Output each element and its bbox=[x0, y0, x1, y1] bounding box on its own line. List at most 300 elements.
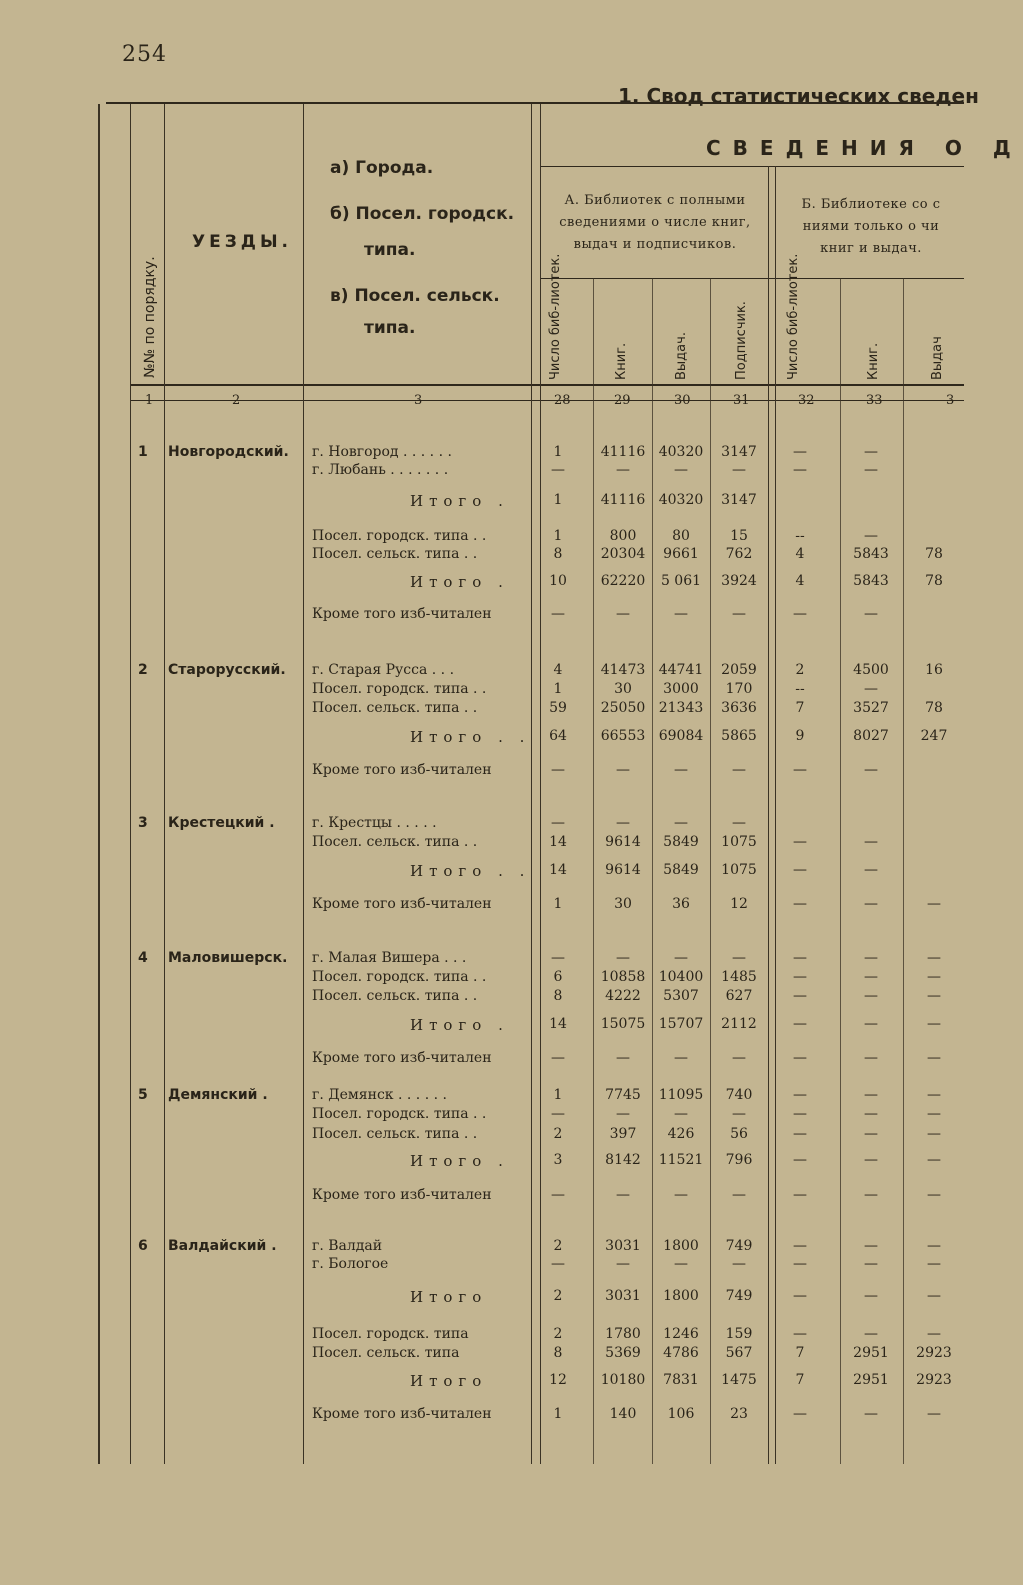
cell-col-2: 426 bbox=[667, 1126, 695, 1142]
total-label: Итого bbox=[410, 1372, 488, 1390]
sub-header-a-subscribers: Подписчик. bbox=[734, 301, 749, 380]
cell-col-5: — bbox=[864, 1326, 878, 1342]
row-label: г. Валдай bbox=[312, 1238, 383, 1254]
cell-col-2: 7831 bbox=[663, 1372, 699, 1388]
cell-col-3: — bbox=[732, 462, 746, 478]
cell-col-5: — bbox=[864, 462, 878, 478]
cell-col-3: 5865 bbox=[721, 728, 757, 744]
cell-col-0: 8 bbox=[553, 1345, 563, 1361]
cell-col-2: 5849 bbox=[663, 862, 699, 878]
cell-col-3: 56 bbox=[730, 1126, 748, 1142]
cell-col-4: 2 bbox=[795, 662, 805, 678]
cell-col-0: 2 bbox=[553, 1126, 563, 1142]
cell-col-1: 41473 bbox=[600, 662, 646, 678]
total-label: Итого . bbox=[410, 1016, 509, 1034]
row-label: г. Малая Вишера . . . bbox=[312, 950, 467, 966]
cell-col-1: 8142 bbox=[605, 1152, 641, 1168]
cell-col-2: 40320 bbox=[658, 492, 704, 508]
col-divider-12 bbox=[903, 278, 904, 1464]
cell-col-0: 1 bbox=[553, 896, 563, 912]
cell-col-3: — bbox=[732, 950, 746, 966]
cell-col-5: 8027 bbox=[853, 728, 889, 744]
cell-col-2: 69084 bbox=[658, 728, 704, 744]
cell-col-1: 62220 bbox=[600, 573, 646, 589]
colnum-29: 29 bbox=[614, 393, 631, 408]
cell-col-4: — bbox=[793, 862, 807, 878]
cell-col-2: — bbox=[674, 762, 688, 778]
cell-col-6: — bbox=[927, 969, 941, 985]
top-rule bbox=[106, 102, 964, 104]
cell-col-5: — bbox=[864, 1187, 878, 1203]
cell-col-5: — bbox=[864, 1256, 878, 1272]
cell-col-6: — bbox=[927, 1238, 941, 1254]
cell-col-0: 2 bbox=[553, 1238, 563, 1254]
sub-header-b-count: Число биб-лиотек. bbox=[786, 253, 801, 380]
cell-col-3: 1075 bbox=[721, 862, 757, 878]
cell-col-0: 10 bbox=[549, 573, 567, 589]
cell-col-5: — bbox=[864, 862, 878, 878]
cell-col-3: 1485 bbox=[721, 969, 757, 985]
cell-col-1: 30 bbox=[614, 681, 632, 697]
cell-col-5: — bbox=[864, 1050, 878, 1066]
colnum-3: 3 bbox=[414, 393, 423, 408]
cell-col-1: — bbox=[616, 462, 630, 478]
cell-col-1: — bbox=[616, 815, 630, 831]
cell-col-2: — bbox=[674, 606, 688, 622]
total-label: Итого bbox=[410, 1288, 488, 1306]
colnum-31: 31 bbox=[733, 393, 750, 408]
cell-col-3: 1475 bbox=[721, 1372, 757, 1388]
cell-col-4: 7 bbox=[795, 1372, 805, 1388]
cell-col-1: — bbox=[616, 1050, 630, 1066]
cell-col-5: — bbox=[864, 444, 878, 460]
cell-col-2: 1246 bbox=[663, 1326, 699, 1342]
cell-col-6: — bbox=[927, 1050, 941, 1066]
cell-col-0: 64 bbox=[549, 728, 567, 744]
cell-col-2: — bbox=[674, 815, 688, 831]
cell-col-2: 10400 bbox=[658, 969, 704, 985]
cell-col-0: 12 bbox=[549, 1372, 567, 1388]
colnum-34: 3 bbox=[946, 393, 955, 408]
cell-col-3: — bbox=[732, 606, 746, 622]
cell-col-5: — bbox=[864, 681, 878, 697]
cell-col-2: — bbox=[674, 950, 688, 966]
cell-col-4: — bbox=[793, 606, 807, 622]
sub-header-a-books: Книг. bbox=[614, 342, 629, 380]
total-label: Итого . . bbox=[410, 862, 531, 880]
cell-col-0: — bbox=[551, 950, 565, 966]
cell-col-5: — bbox=[864, 1288, 878, 1304]
cell-col-3: — bbox=[732, 762, 746, 778]
group-a-line-2: сведениями о числе книг, bbox=[559, 215, 751, 230]
cell-col-4: — bbox=[793, 1256, 807, 1272]
row-label: г. Новгород . . . . . . bbox=[312, 444, 452, 460]
cell-col-1: 3031 bbox=[605, 1238, 641, 1254]
cell-col-0: 3 bbox=[553, 1152, 563, 1168]
header-uezdy: УЕЗДЫ. bbox=[192, 232, 293, 252]
cell-col-3: — bbox=[732, 1256, 746, 1272]
cell-col-3: 3147 bbox=[721, 492, 757, 508]
cell-col-1: 66553 bbox=[600, 728, 646, 744]
row-label: Посел. городск. типа . . bbox=[312, 1106, 487, 1122]
row-label: г. Крестцы . . . . . bbox=[312, 815, 437, 831]
cell-col-2: 5307 bbox=[663, 988, 699, 1004]
cell-col-4: 4 bbox=[795, 573, 805, 589]
row-label: Посел. сельск. типа . . bbox=[312, 988, 478, 1004]
cell-col-0: 14 bbox=[549, 1016, 567, 1032]
cell-col-3: 2059 bbox=[721, 662, 757, 678]
cell-col-1: 41116 bbox=[600, 492, 646, 508]
cell-col-1: — bbox=[616, 950, 630, 966]
cell-col-4: — bbox=[793, 1326, 807, 1342]
cell-col-2: — bbox=[674, 1187, 688, 1203]
cell-col-3: 749 bbox=[725, 1238, 753, 1254]
sub-header-b-books: Книг. bbox=[866, 342, 881, 380]
cell-col-0: — bbox=[551, 1050, 565, 1066]
cell-col-5: — bbox=[864, 762, 878, 778]
cell-col-4: — bbox=[793, 969, 807, 985]
cell-col-0: 1 bbox=[553, 1087, 563, 1103]
cell-col-6: 2923 bbox=[916, 1372, 952, 1388]
colnum-33: 33 bbox=[866, 393, 883, 408]
cell-col-4: — bbox=[793, 1238, 807, 1254]
cell-col-3: — bbox=[732, 815, 746, 831]
cell-col-0: 2 bbox=[553, 1326, 563, 1342]
cell-col-6: — bbox=[927, 1406, 941, 1422]
cell-col-5: — bbox=[864, 950, 878, 966]
cell-col-5: — bbox=[864, 1126, 878, 1142]
cell-col-3: 1075 bbox=[721, 834, 757, 850]
group-a-heading bbox=[542, 190, 768, 256]
cell-col-1: 7745 bbox=[605, 1087, 641, 1103]
total-label: Итого . bbox=[410, 492, 509, 510]
cell-col-1: 5369 bbox=[605, 1345, 641, 1361]
cell-col-0: 14 bbox=[549, 862, 567, 878]
cell-col-5: — bbox=[864, 1087, 878, 1103]
group-a-line-3: выдач и подписчиков. bbox=[573, 237, 737, 252]
cell-col-2: 80 bbox=[672, 528, 690, 544]
cell-col-3: 2112 bbox=[721, 1016, 757, 1032]
cell-col-3: 749 bbox=[725, 1288, 753, 1304]
cell-col-4: 9 bbox=[795, 728, 805, 744]
cell-col-3: 159 bbox=[725, 1326, 753, 1342]
col-divider-1 bbox=[130, 104, 131, 1464]
colnum-2: 2 bbox=[232, 393, 241, 408]
total-label: Итого . bbox=[410, 1152, 509, 1170]
cell-col-0: — bbox=[551, 1106, 565, 1122]
cell-col-2: 15707 bbox=[658, 1016, 704, 1032]
cell-col-1: 9614 bbox=[605, 862, 641, 878]
cell-col-4: — bbox=[793, 1406, 807, 1422]
cell-col-1: — bbox=[616, 1256, 630, 1272]
row-label: г. Старая Русса . . . bbox=[312, 662, 455, 678]
total-label: Итого . bbox=[410, 573, 509, 591]
cell-col-0: — bbox=[551, 606, 565, 622]
cell-col-4: — bbox=[793, 896, 807, 912]
header-type-b2: типа. bbox=[364, 240, 416, 260]
cell-col-6: 16 bbox=[925, 662, 943, 678]
cell-col-1: 41116 bbox=[600, 444, 646, 460]
cell-col-4: — bbox=[793, 1152, 807, 1168]
cell-col-6: — bbox=[927, 1256, 941, 1272]
header-bottom-rule bbox=[130, 384, 964, 386]
cell-col-4: -- bbox=[795, 681, 805, 697]
header-type-v2: типа. bbox=[364, 318, 416, 338]
cell-col-3: 3147 bbox=[721, 444, 757, 460]
cell-col-4: — bbox=[793, 950, 807, 966]
cell-col-6: — bbox=[927, 1326, 941, 1342]
cell-col-4: — bbox=[793, 1087, 807, 1103]
cell-col-0: 59 bbox=[549, 700, 567, 716]
cell-col-5: — bbox=[864, 528, 878, 544]
cell-col-1: 25050 bbox=[600, 700, 646, 716]
row-label: Посел. городск. типа . . bbox=[312, 528, 487, 544]
sub-header-b-loans: Выдач bbox=[930, 336, 945, 380]
cell-col-1: 30 bbox=[614, 896, 632, 912]
row-number: 5 bbox=[138, 1087, 148, 1103]
cell-col-0: 8 bbox=[553, 546, 563, 562]
cell-col-4: — bbox=[793, 1288, 807, 1304]
cell-col-4: — bbox=[793, 1050, 807, 1066]
header-type-a: а) Города. bbox=[330, 158, 434, 178]
cell-col-1: 140 bbox=[609, 1406, 637, 1422]
cell-col-6: 78 bbox=[925, 546, 943, 562]
cell-col-0: 4 bbox=[553, 662, 563, 678]
colnum-32: 32 bbox=[798, 393, 815, 408]
colnum-1: 1 bbox=[145, 393, 154, 408]
cell-col-6: — bbox=[927, 1087, 941, 1103]
cell-col-1: 15075 bbox=[600, 1016, 646, 1032]
cell-col-2: 40320 bbox=[658, 444, 704, 460]
cell-col-5: — bbox=[864, 988, 878, 1004]
cell-col-2: 11095 bbox=[658, 1087, 704, 1103]
cell-col-6: 2923 bbox=[916, 1345, 952, 1361]
page-number: 254 bbox=[122, 42, 167, 67]
cell-col-6: — bbox=[927, 1187, 941, 1203]
cell-col-3: — bbox=[732, 1050, 746, 1066]
cell-col-6: — bbox=[927, 1106, 941, 1122]
group-b-line-1: Б. Библиотеке со с bbox=[801, 197, 941, 212]
cell-col-2: 106 bbox=[667, 1406, 695, 1422]
cell-col-1: 20304 bbox=[600, 546, 646, 562]
cell-col-1: — bbox=[616, 1106, 630, 1122]
cell-col-5: 4500 bbox=[853, 662, 889, 678]
group-b-line-3: книг и выдач. bbox=[820, 241, 922, 256]
row-label: Кроме того изб-читален bbox=[312, 762, 492, 778]
cell-col-4: -- bbox=[795, 528, 805, 544]
cell-col-3: — bbox=[732, 1106, 746, 1122]
cell-col-2: — bbox=[674, 462, 688, 478]
cell-col-0: 1 bbox=[553, 681, 563, 697]
cell-col-2: — bbox=[674, 1256, 688, 1272]
cell-col-1: 4222 bbox=[605, 988, 641, 1004]
cell-col-2: 11521 bbox=[658, 1152, 704, 1168]
col-divider-9 bbox=[768, 166, 769, 1464]
row-label: Посел. городск. типа bbox=[312, 1326, 469, 1342]
cell-col-5: — bbox=[864, 1238, 878, 1254]
cell-col-6: — bbox=[927, 988, 941, 1004]
cell-col-5: — bbox=[864, 969, 878, 985]
cell-col-5: 3527 bbox=[853, 700, 889, 716]
cell-col-4: 7 bbox=[795, 1345, 805, 1361]
cell-col-6: 247 bbox=[920, 728, 948, 744]
cell-col-2: 1800 bbox=[663, 1238, 699, 1254]
cell-col-2: 9661 bbox=[663, 546, 699, 562]
group-a-line-1: А. Библиотек с полными bbox=[564, 193, 746, 208]
cell-col-3: 170 bbox=[725, 681, 753, 697]
cell-col-6: — bbox=[927, 950, 941, 966]
cell-col-6: — bbox=[927, 1152, 941, 1168]
cell-col-3: 3924 bbox=[721, 573, 757, 589]
cell-col-1: 10180 bbox=[600, 1372, 646, 1388]
header-order: №№ по порядку. bbox=[142, 256, 158, 378]
col-divider-2 bbox=[164, 104, 165, 1464]
cell-col-4: 7 bbox=[795, 700, 805, 716]
colnum-28: 28 bbox=[554, 393, 571, 408]
uezd-name: Демянский . bbox=[168, 1087, 268, 1103]
row-number: 3 bbox=[138, 815, 148, 831]
row-label: Посел. сельск. типа . . bbox=[312, 546, 478, 562]
row-label: Кроме того изб-читален bbox=[312, 896, 492, 912]
cell-col-5: — bbox=[864, 606, 878, 622]
cell-col-2: 44741 bbox=[658, 662, 704, 678]
row-number: 1 bbox=[138, 444, 148, 460]
cell-col-3: 3636 bbox=[721, 700, 757, 716]
cell-col-5: — bbox=[864, 896, 878, 912]
section-rule bbox=[540, 166, 964, 167]
cell-col-0: 1 bbox=[553, 444, 563, 460]
colnum-30: 30 bbox=[674, 393, 691, 408]
cell-col-3: 12 bbox=[730, 896, 748, 912]
cell-col-0: 14 bbox=[549, 834, 567, 850]
cell-col-4: — bbox=[793, 444, 807, 460]
cell-col-5: — bbox=[864, 834, 878, 850]
cell-col-2: — bbox=[674, 1050, 688, 1066]
cell-col-1: 9614 bbox=[605, 834, 641, 850]
cell-col-1: — bbox=[616, 762, 630, 778]
cell-col-2: 1800 bbox=[663, 1288, 699, 1304]
cell-col-3: 15 bbox=[730, 528, 748, 544]
colnum-rule bbox=[130, 400, 964, 401]
cell-col-0: — bbox=[551, 815, 565, 831]
cell-col-0: 1 bbox=[553, 492, 563, 508]
uezd-name: Крестецкий . bbox=[168, 815, 275, 831]
cell-col-3: 23 bbox=[730, 1406, 748, 1422]
row-label: Посел. сельск. типа bbox=[312, 1345, 460, 1361]
cell-col-3: 762 bbox=[725, 546, 753, 562]
cell-col-1: 10858 bbox=[600, 969, 646, 985]
cell-col-0: — bbox=[551, 1187, 565, 1203]
row-label: Посел. сельск. типа . . bbox=[312, 1126, 478, 1142]
total-label: Итого . . bbox=[410, 728, 531, 746]
cell-col-0: — bbox=[551, 1256, 565, 1272]
cell-col-4: — bbox=[793, 1106, 807, 1122]
row-label: Посел. сельск. типа . . bbox=[312, 700, 478, 716]
cell-col-1: 800 bbox=[609, 528, 637, 544]
cell-col-4: — bbox=[793, 1126, 807, 1142]
cell-col-4: — bbox=[793, 1187, 807, 1203]
uezd-name: Валдайский . bbox=[168, 1238, 277, 1254]
section-heading: СВЕДЕНИЯ О Д bbox=[706, 136, 1023, 160]
row-label: Кроме того изб-читален bbox=[312, 1406, 492, 1422]
cell-col-4: — bbox=[793, 462, 807, 478]
cell-col-0: 6 bbox=[553, 969, 563, 985]
col-divider-3 bbox=[303, 104, 304, 1464]
cell-col-6: — bbox=[927, 896, 941, 912]
cell-col-5: — bbox=[864, 1152, 878, 1168]
cell-col-1: 3031 bbox=[605, 1288, 641, 1304]
row-label: Кроме того изб-читален bbox=[312, 1050, 492, 1066]
uezd-name: Новгородский. bbox=[168, 444, 289, 460]
group-b-line-2: ниями только о чи bbox=[802, 219, 940, 234]
cell-col-6: 78 bbox=[925, 700, 943, 716]
header-type-b: б) Посел. городск. bbox=[330, 204, 515, 224]
cell-col-6: — bbox=[927, 1288, 941, 1304]
cell-col-1: 397 bbox=[609, 1126, 637, 1142]
cell-col-2: 5 061 bbox=[660, 573, 702, 589]
cell-col-0: 8 bbox=[553, 988, 563, 1004]
group-b-heading bbox=[778, 194, 964, 260]
cell-col-5: — bbox=[864, 1106, 878, 1122]
cell-col-3: 796 bbox=[725, 1152, 753, 1168]
cell-col-5: 2951 bbox=[853, 1372, 889, 1388]
uezd-name: Старорусский. bbox=[168, 662, 286, 678]
cell-col-4: — bbox=[793, 1016, 807, 1032]
col-divider-11 bbox=[840, 278, 841, 1464]
cell-col-5: 5843 bbox=[853, 546, 889, 562]
cell-col-6: 78 bbox=[925, 573, 943, 589]
cell-col-2: — bbox=[674, 1106, 688, 1122]
cell-col-0: 1 bbox=[553, 528, 563, 544]
cell-col-2: 5849 bbox=[663, 834, 699, 850]
cell-col-2: 4786 bbox=[663, 1345, 699, 1361]
cell-col-0: 1 bbox=[553, 1406, 563, 1422]
row-number: 4 bbox=[138, 950, 148, 966]
left-border bbox=[98, 104, 100, 1464]
cell-col-1: — bbox=[616, 1187, 630, 1203]
sub-header-a-count: Число биб-лиотек. bbox=[548, 253, 563, 380]
cell-col-5: — bbox=[864, 1016, 878, 1032]
row-label: Кроме того изб-читален bbox=[312, 606, 492, 622]
row-label: Кроме того изб-читален bbox=[312, 1187, 492, 1203]
row-label: Посел. городск. типа . . bbox=[312, 681, 487, 697]
cell-col-3: 567 bbox=[725, 1345, 753, 1361]
row-label: г. Демянск . . . . . . bbox=[312, 1087, 447, 1103]
cell-col-4: — bbox=[793, 762, 807, 778]
header-type-v: в) Посел. сельск. bbox=[330, 286, 500, 306]
cell-col-2: 36 bbox=[672, 896, 690, 912]
row-label: г. Бологое bbox=[312, 1256, 389, 1272]
cell-col-0: — bbox=[551, 462, 565, 478]
cell-col-5: 5843 bbox=[853, 573, 889, 589]
row-label: Посел. городск. типа . . bbox=[312, 969, 487, 985]
cell-col-2: 21343 bbox=[658, 700, 704, 716]
cell-col-2: 3000 bbox=[663, 681, 699, 697]
group-rule bbox=[540, 278, 964, 279]
cell-col-4: — bbox=[793, 834, 807, 850]
table-title: 1. Свод статистических сведен bbox=[618, 84, 979, 108]
uezd-name: Маловишерск. bbox=[168, 950, 288, 966]
cell-col-6: — bbox=[927, 1126, 941, 1142]
cell-col-0: — bbox=[551, 762, 565, 778]
cell-col-6: — bbox=[927, 1016, 941, 1032]
cell-col-3: — bbox=[732, 1187, 746, 1203]
row-label: г. Любань . . . . . . . bbox=[312, 462, 449, 478]
row-number: 6 bbox=[138, 1238, 148, 1254]
row-number: 2 bbox=[138, 662, 148, 678]
sub-header-a-loans: Выдач. bbox=[674, 332, 689, 380]
cell-col-5: 2951 bbox=[853, 1345, 889, 1361]
